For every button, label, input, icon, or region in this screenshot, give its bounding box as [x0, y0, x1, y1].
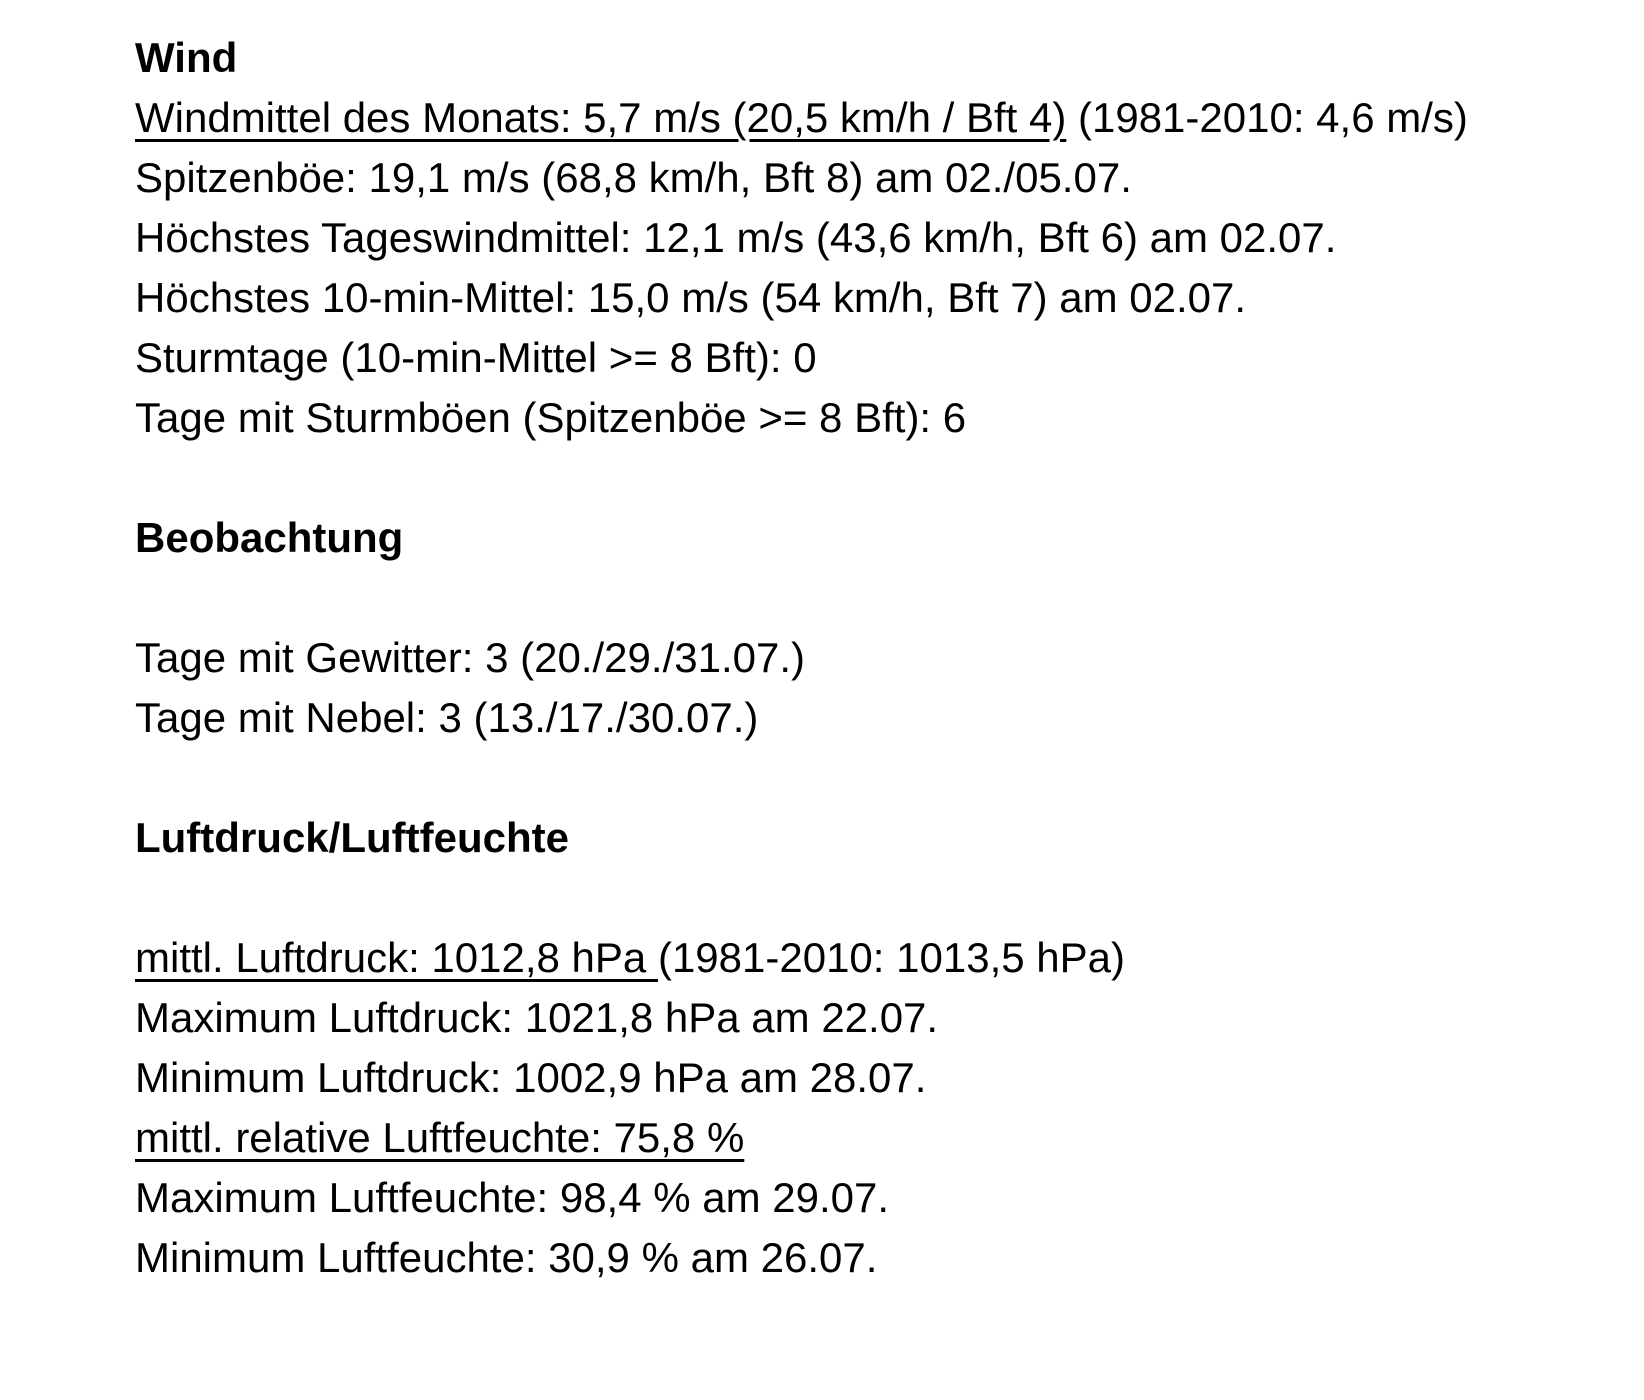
section-wind	[135, 28, 1604, 448]
blank-line	[135, 748, 1604, 808]
blank-line	[135, 868, 1604, 928]
underlined-text: mittl. Luftdruck: 1012,8 hPa	[135, 934, 658, 981]
text-line-nebel: Tage mit Nebel: 3 (13./17./30.07.)	[135, 694, 759, 741]
section-luftdruck-luftfeuchte	[135, 808, 1604, 1288]
text-line-10-min-mittel: Höchstes 10-min-Mittel: 15,0 m/s (54 km/h, Bft 7) am 02.07.	[135, 274, 1247, 321]
plain-text: (1981-2010: 4,6 m/s)	[1066, 94, 1468, 141]
section-heading-beobachtung: Beobachtung	[135, 514, 404, 561]
text-line-sturmboeen: Tage mit Sturmböen (Spitzenböe >= 8 Bft): 6	[135, 394, 967, 441]
plain-text: (1981-2010: 1013,5 hPa)	[657, 934, 1125, 981]
text-line-mittl-luftfeuchte	[135, 1108, 1604, 1168]
blank-line	[135, 568, 1604, 628]
section-heading-luftdruck-luftfeuchte: Luftdruck/Luftfeuchte	[135, 814, 569, 861]
section-beobachtung	[135, 508, 1604, 748]
text-line-maximum-luftfeuchte: Maximum Luftfeuchte: 98,4 % am 29.07.	[135, 1174, 890, 1221]
section-heading-wind: Wind	[135, 34, 238, 81]
underlined-text: mittl. relative Luftfeuchte: 75,8 %	[135, 1114, 745, 1161]
text-line-tageswindmittel: Höchstes Tageswindmittel: 12,1 m/s (43,6 km/h, Bft 6) am 02.07.	[135, 214, 1337, 261]
text-line-maximum-luftdruck: Maximum Luftdruck: 1021,8 hPa am 22.07.	[135, 994, 939, 1041]
blank-line	[135, 448, 1604, 508]
text-line-minimum-luftdruck: Minimum Luftdruck: 1002,9 hPa am 28.07.	[135, 1054, 927, 1101]
text-line-spitzenboe: Spitzenböe: 19,1 m/s (68,8 km/h, Bft 8) am 02./05.07.	[135, 154, 1132, 201]
text-line-gewitter: Tage mit Gewitter: 3 (20./29./31.07.)	[135, 634, 805, 681]
text-line-mittl-luftdruck	[135, 928, 1604, 988]
text-line-minimum-luftfeuchte: Minimum Luftfeuchte: 30,9 % am 26.07.	[135, 1234, 878, 1281]
underlined-text: Windmittel des Monats: 5,7 m/s (20,5 km/h / Bft 4)	[135, 94, 1067, 141]
text-line-windmittel	[135, 88, 1604, 148]
text-line-sturmtage: Sturmtage (10-min-Mittel >= 8 Bft): 0	[135, 334, 817, 381]
